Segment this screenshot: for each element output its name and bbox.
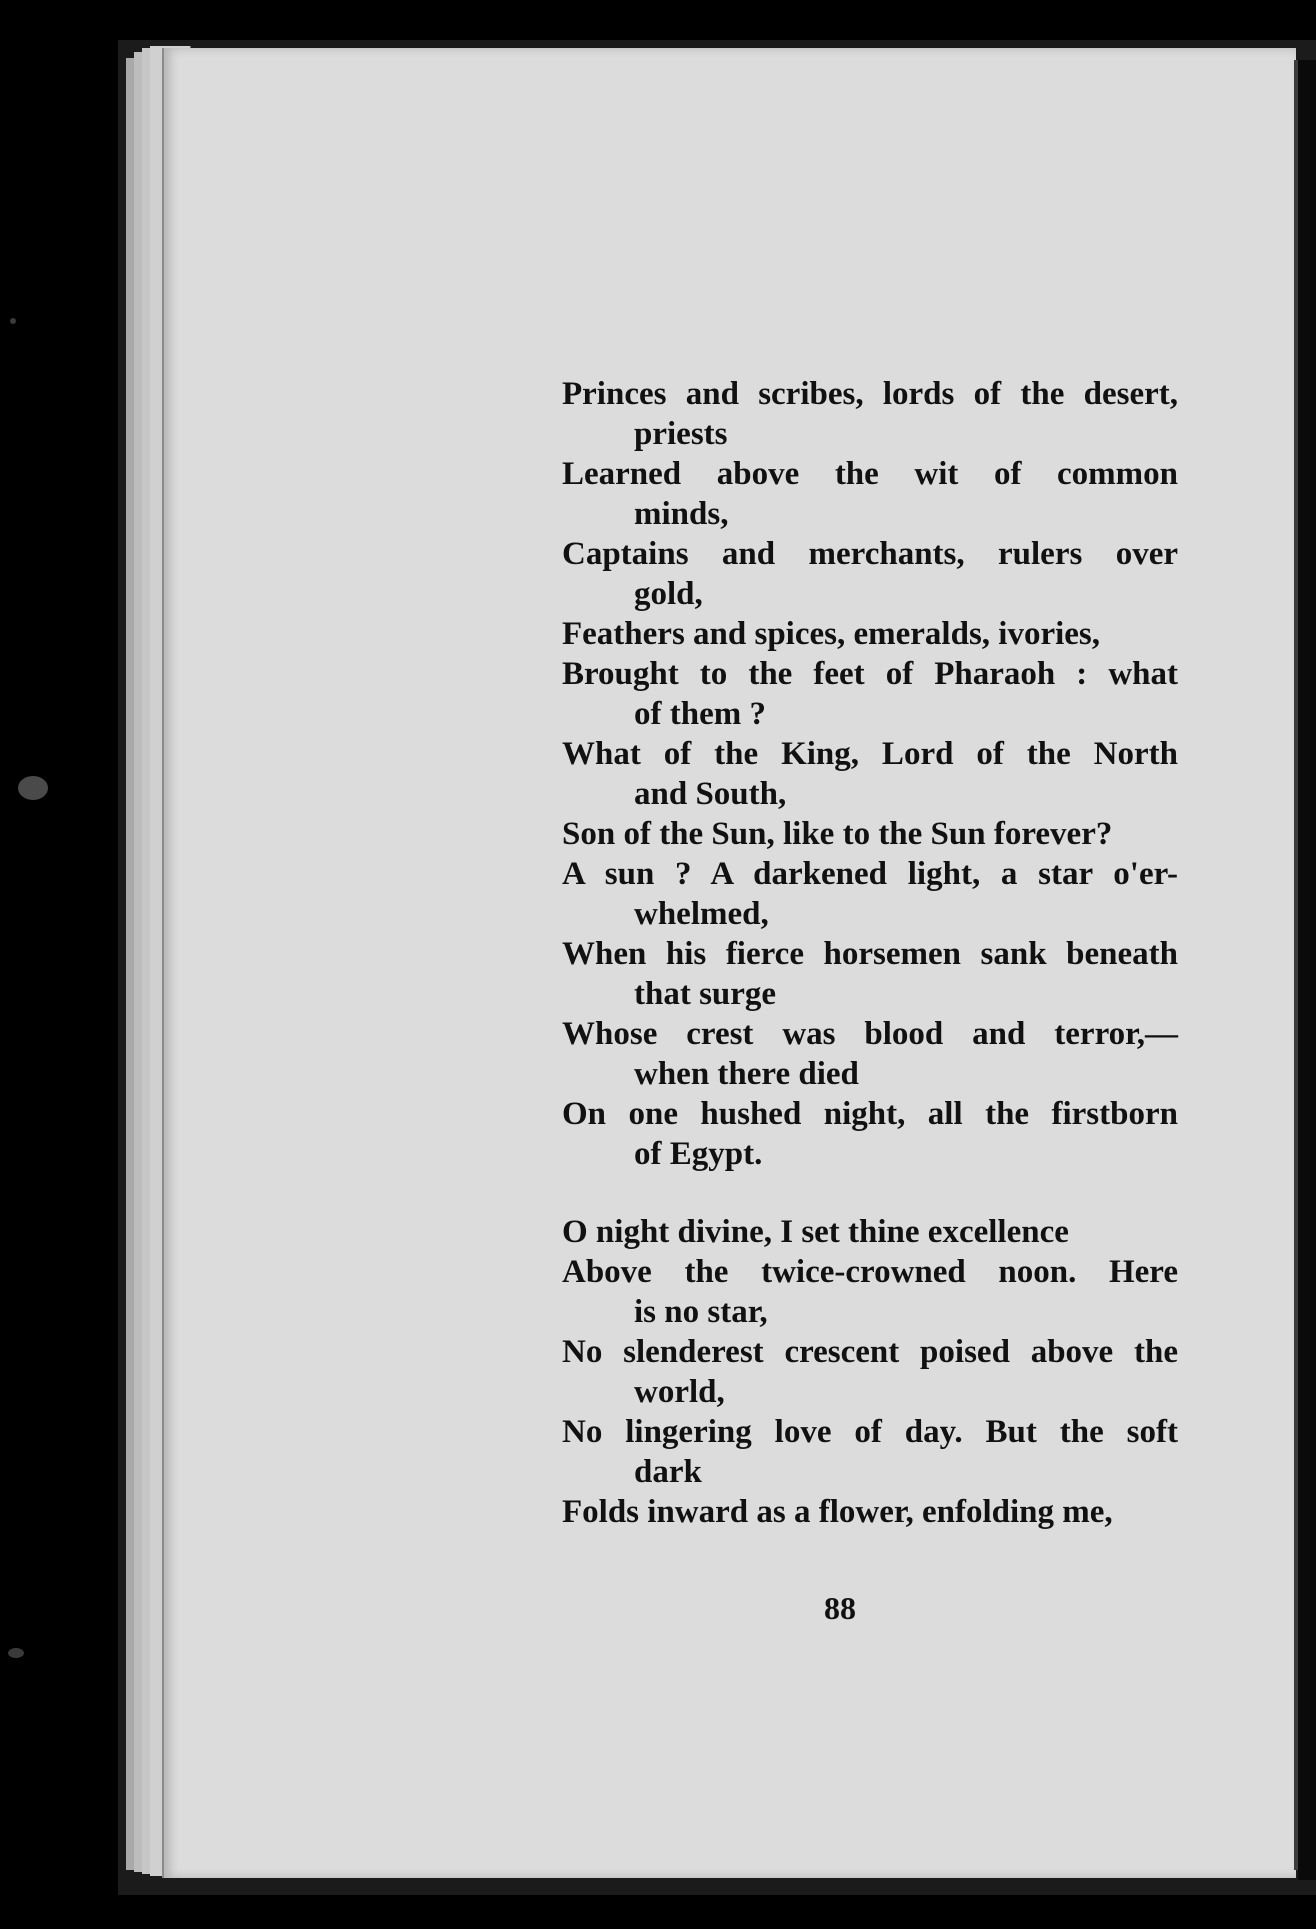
poem-line-text: A sun ? A darkened light, a star o'er- xyxy=(562,856,1178,892)
poem-line xyxy=(562,374,1178,454)
poem-line xyxy=(562,654,1178,734)
poem-line xyxy=(562,1014,1178,1094)
poem-line-text: When his fierce horsemen sank beneath xyxy=(562,936,1178,972)
poem-line xyxy=(562,1332,1178,1412)
poem-line xyxy=(562,1492,1178,1532)
poem-line-text: No lingering love of day. But the soft xyxy=(562,1414,1178,1450)
poem-line-text: Son of the Sun, like to the Sun forever? xyxy=(562,816,1113,852)
poem-line-text: Learned above the wit of common xyxy=(562,456,1178,492)
poem-line xyxy=(562,1212,1178,1252)
poem-line xyxy=(562,1252,1178,1332)
poem-line-text: What of the King, Lord of the North xyxy=(562,736,1178,772)
poem-line xyxy=(562,854,1178,934)
scan-speck xyxy=(8,1648,24,1658)
poem-line-continuation: of them ? xyxy=(634,696,766,732)
poem-text xyxy=(562,374,1178,1532)
poem-line-continuation: minds, xyxy=(634,496,729,532)
poem-line-continuation: world, xyxy=(634,1374,725,1410)
poem-line xyxy=(562,1412,1178,1492)
scan-speck xyxy=(10,318,16,324)
poem-line-text: Brought to the feet of Pharaoh : what xyxy=(562,656,1178,692)
poem-line xyxy=(562,734,1178,814)
poem-line-text: Above the twice-crowned noon. Here xyxy=(562,1254,1178,1290)
poem-line-continuation: is no star, xyxy=(634,1294,768,1330)
poem-line xyxy=(562,614,1178,654)
poem-line-text: O night divine, I set thine excellence xyxy=(562,1214,1069,1250)
poem-line-continuation: of Egypt. xyxy=(634,1136,763,1172)
poem-line-continuation: that surge xyxy=(634,976,777,1012)
poem-line-continuation: when there died xyxy=(634,1056,859,1092)
poem-line-continuation: priests xyxy=(634,416,728,452)
poem-line-text: Feathers and spices, emeralds, ivories, xyxy=(562,616,1101,652)
page-number: 88 xyxy=(824,1590,856,1626)
poem-line-text: On one hushed night, all the firstborn xyxy=(562,1096,1178,1132)
poem-line xyxy=(562,1094,1178,1174)
poem-line-continuation: dark xyxy=(634,1454,702,1490)
poem-line-text: Captains and merchants, rulers over xyxy=(562,536,1178,572)
poem-line xyxy=(562,934,1178,1014)
poem-line-text: Whose crest was blood and terror,— xyxy=(562,1016,1178,1052)
poem-line-continuation: whelmed, xyxy=(634,896,769,932)
poem-line xyxy=(562,454,1178,534)
poem-line-text: No slenderest crescent poised above the xyxy=(562,1334,1178,1370)
poem-line-text: Folds inward as a flower, enfolding me, xyxy=(562,1494,1113,1530)
poem-line-continuation: and South, xyxy=(634,776,787,812)
stanza xyxy=(562,374,1178,1174)
poem-line-text: Princes and scribes, lords of the desert, xyxy=(562,376,1178,412)
stanza xyxy=(562,1212,1178,1532)
right-gutter xyxy=(1298,60,1316,1880)
poem-line-continuation: gold, xyxy=(634,576,703,612)
poem-line xyxy=(562,814,1178,854)
poem-line xyxy=(562,534,1178,614)
scan-speck xyxy=(18,776,48,800)
